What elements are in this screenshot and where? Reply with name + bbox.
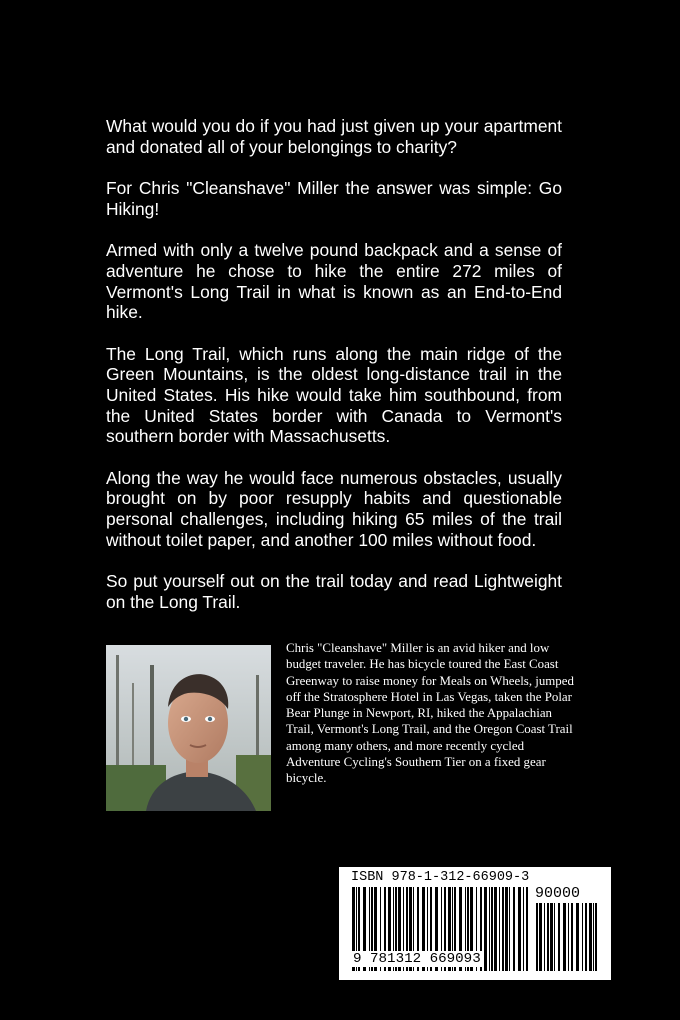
addon-bar [544,903,545,971]
addon-bar [582,903,583,971]
author-photo [106,645,271,811]
addon-bar [547,903,549,971]
cover-blurb [106,116,562,633]
barcode-bar [494,887,497,971]
price-code: 90000 [535,885,581,902]
addon-bar [593,903,594,971]
barcode-bar [502,887,504,971]
barcode-bar [491,887,493,971]
addon-bar [563,903,566,971]
addon-bar [536,903,538,971]
blurb-paragraph-5: Along the way he would face numerous obstacles, usually brought on by poor resupply habits and questionable personal challenges, including hiking 65 miles of the trail without toilet paper, and another 100 miles without food. [106,467,562,550]
addon-bar [589,903,592,971]
blurb-paragraph-3: Armed with only a twelve pound backpack and a sense of adventure he chose to hike the entire 272 miles of Vermont's Long Trail in what is known as an End-to-End hike. [106,240,562,323]
addon-bar [595,903,597,971]
isbn-label: ISBN 978-1-312-66909-3 [351,870,530,885]
barcode-bar [509,887,510,971]
barcode-bar [518,887,521,971]
addon-bar [568,903,569,971]
addon-bar [585,903,587,971]
addon-bar [571,903,573,971]
barcode-bar [499,887,500,971]
price-addon-bars [535,903,601,971]
addon-bar [539,903,542,971]
addon-bar [576,903,579,971]
blurb-paragraph-2: For Chris "Cleanshave" Miller the answer was simple: Go Hiking! [106,178,562,219]
addon-bar [554,903,555,971]
barcode-bar [484,887,487,971]
ean-digits: 9 781312 669093 [353,951,481,967]
author-bio: Chris "Cleanshave" Miller is an avid hiker and low budget traveler. He has bicycle toured the East Coast Greenway to raise money for Meals on Wheels, jumped off the Stratosphere Hotel in Las Vegas, taken the Polar Bear Plunge in Newport, RI, hiked the Appalachian Trail, Vermont's Long Trail, and the Oregon Coast Trail among many others, and more recently cycled Adventure Cycling's Southern Tier on a fixed gear bicycle. [286,641,574,786]
barcode-bar [505,887,508,971]
blurb-paragraph-4: The Long Trail, which runs along the main ridge of the Green Mountains, is the oldest long-distance trail in the United States. His hike would take him southbound, from the United States border with Canada to Vermont's southern border with Massachusetts. [106,343,562,447]
barcode-bar [513,887,515,971]
blurb-paragraph-6: So put yourself out on the trail today and read Lightweight on the Long Trail. [106,571,562,612]
barcode-bar [523,887,524,971]
addon-bar [550,903,553,971]
addon-bar [558,903,560,971]
isbn-barcode [339,867,611,980]
blurb-paragraph-1: What would you do if you had just given up your apartment and donated all of your belongings to charity? [106,116,562,157]
barcode-bar [526,887,528,971]
barcode-bar [489,887,490,971]
